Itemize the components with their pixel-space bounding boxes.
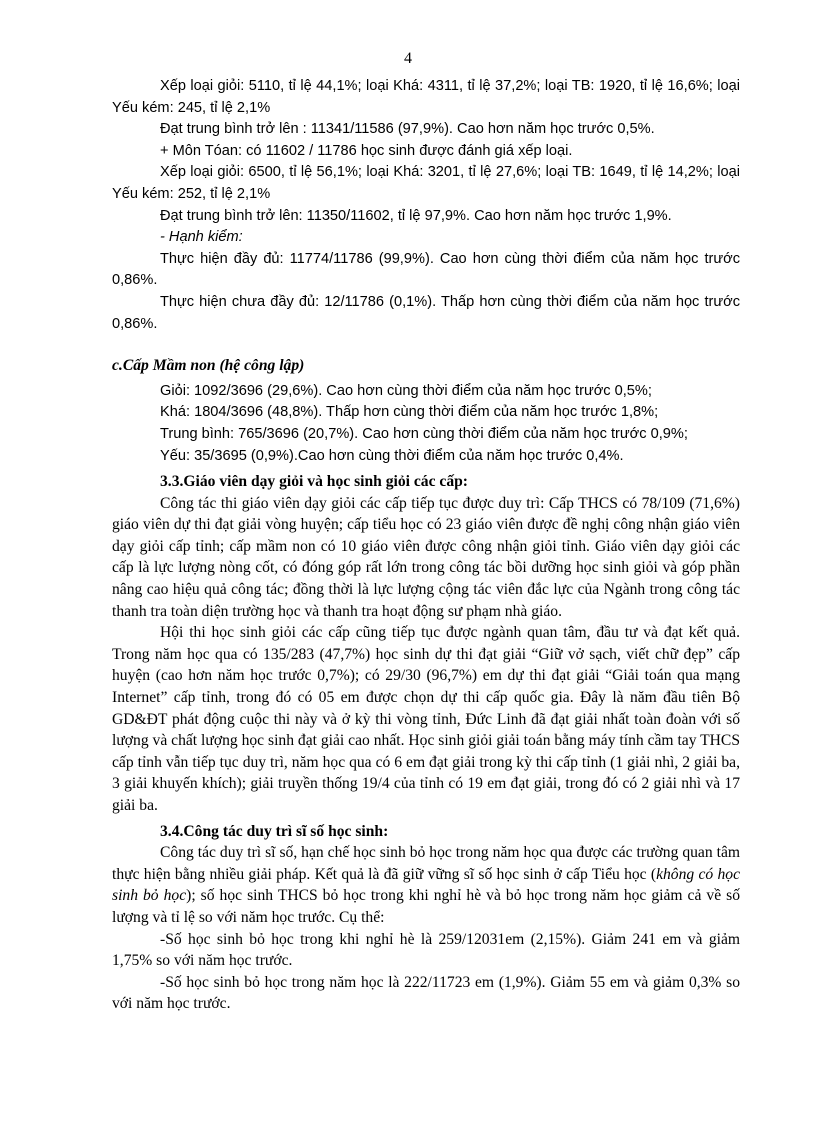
- paragraph-toan-pass-rate: Đạt trung bình trở lên: 11350/11602, tỉ lệ 97,9%. Cao hơn năm học trước 1,9%.: [160, 207, 672, 224]
- paragraph-teacher-competition: Công tác thi giáo viên dạy giỏi các cấp tiếp tục được duy trì: Cấp THCS có 78/109 (71,6%) giáo viên dự thi đạt giải vòng huyện; cấp tiểu học có 23 giáo viên được đề nghị công nhận giáo viên dạy giỏi cấp tỉnh; cấp mầm non có 10 giáo viên được công nhận giỏi tỉnh. Giáo viên dạy giỏi các cấp là lực lượng nòng cốt, có đóng góp rất lớn trong công tác bồi dưỡng học sinh giỏi và góp phần nâng cao hiệu quả công tác; đồng thời là lực lượng cộng tác viên đắc lực của Ngành trong công tác thanh tra toàn diện trường học và thanh tra hoạt động sư phạm nhà giáo.: [112, 494, 740, 620]
- italic-text-run: không có học sinh bỏ học: [112, 865, 740, 905]
- section-heading-3-3: 3.3.Giáo viên dạy giỏi và học sinh giỏi các cấp:: [160, 473, 468, 491]
- text-run: Công tác duy trì sĩ số, hạn chế học sinh bỏ học trong năm học qua được các trường quan tâm thực hiện bằng nhiều giải pháp. Kết quả là đã giữ vững sĩ số học sinh ở cấp Tiểu học (: [112, 844, 740, 883]
- paragraph-dropout-school-year: -Số học sinh bỏ học trong năm học là 222/11723 em (1,9%). Giảm 55 em và giảm 0,3% so với năm học trước.: [112, 973, 740, 1013]
- paragraph-enrollment-retention: [112, 842, 740, 928]
- paragraph-toan-intro: + Môn Tóan: có 11602 / 11786 học sinh được đánh giá xếp loại.: [160, 142, 573, 159]
- page-number: 4: [404, 50, 412, 67]
- paragraph-preschool-average: Trung bình: 765/3696 (20,7%). Cao hơn cùng thời điểm của năm học trước 0,9%;: [160, 425, 688, 442]
- paragraph-preschool-good: Giỏi: 1092/3696 (29,6%). Cao hơn cùng thời điểm của năm học trước 0,5%;: [160, 382, 652, 399]
- text-run-continued: ); số học sinh THCS bỏ học trong khi nghỉ hè và bỏ học trong năm học giảm cả về số lượng và tỉ lệ so với năm học trước. Cụ thể:: [112, 887, 740, 926]
- section-heading-preschool: c.Cấp Mầm non (hệ công lập): [112, 357, 305, 375]
- paragraph-preschool-weak: Yếu: 35/3695 (0,9%).Cao hơn cùng thời điểm của năm học trước 0,4%.: [160, 447, 624, 464]
- paragraph-van-grades: Xếp loại giỏi: 5110, tỉ lệ 44,1%; loại Khá: 4311, tỉ lệ 37,2%; loại TB: 1920, tỉ lệ 16,6%; loại Yếu kém: 245, tỉ lệ 2,1%: [112, 78, 740, 116]
- subheading-conduct: - Hạnh kiểm:: [160, 229, 243, 246]
- paragraph-toan-grades: Xếp loại giỏi: 6500, tỉ lệ 56,1%; loại Khá: 3201, tỉ lệ 27,6%; loại TB: 1649, tỉ lệ 14,2%; loại Yếu kém: 252, tỉ lệ 2,1%: [112, 164, 740, 202]
- section-heading-3-4: 3.4.Công tác duy trì sĩ số học sinh:: [160, 822, 389, 840]
- paragraph-conduct-partial: Thực hiện chưa đầy đủ: 12/11786 (0,1%). Thấp hơn cùng thời điểm của năm học trước 0,86%.: [112, 293, 740, 332]
- paragraph-dropout-summer: -Số học sinh bỏ học trong khi nghỉ hè là 259/12031em (2,15%). Giảm 241 em và giảm 1,75% so với năm học trước.: [112, 930, 740, 970]
- paragraph-conduct-full: Thực hiện đầy đủ: 11774/11786 (99,9%). Cao hơn cùng thời điểm của năm học trước 0,86%.: [112, 250, 740, 289]
- paragraph-van-pass-rate: Đạt trung bình trở lên : 11341/11586 (97,9%). Cao hơn năm học trước 0,5%.: [160, 121, 655, 138]
- paragraph-student-competition: Hội thi học sinh giỏi các cấp cũng tiếp tục được ngành quan tâm, đầu tư và đạt kết quả. Trong năm học qua có 135/283 (47,7%) học sinh dự thi đạt giải “Giữ vở sạch, viết chữ đẹp” cấp huyện (cao hơn năm học trước 0,7%); có 29/30 (96,7%) em dự thi đạt giải “Giải toán qua mạng Internet” cấp tỉnh, trong đó có 05 em được chọn dự thi cấp quốc gia. Đây là năm đầu tiên Bộ GD&ĐT phát động cuộc thi này và ở kỳ thi vòng tỉnh, Đức Linh đã đạt giải nhất toàn đoàn với số lượng và chất lượng học sinh đạt giải cao nhất. Học sinh giỏi giải toán bằng máy tính cầm tay THCS cấp tỉnh vẫn tiếp tục duy trì, năm học qua có 6 em đạt giải trong kỳ thi cấp tỉnh (1 giải nhì, 2 giải ba, 3 giải khuyến khích); giải truyền thống 19/4 của tỉnh có 19 em đạt giải, trong đó có 2 giải nhì và 17 giải ba.: [112, 624, 740, 814]
- document-body: [112, 76, 740, 1015]
- paragraph-preschool-fair: Khá: 1804/3696 (48,8%). Thấp hơn cùng thời điểm của năm học trước 1,8%;: [160, 404, 659, 421]
